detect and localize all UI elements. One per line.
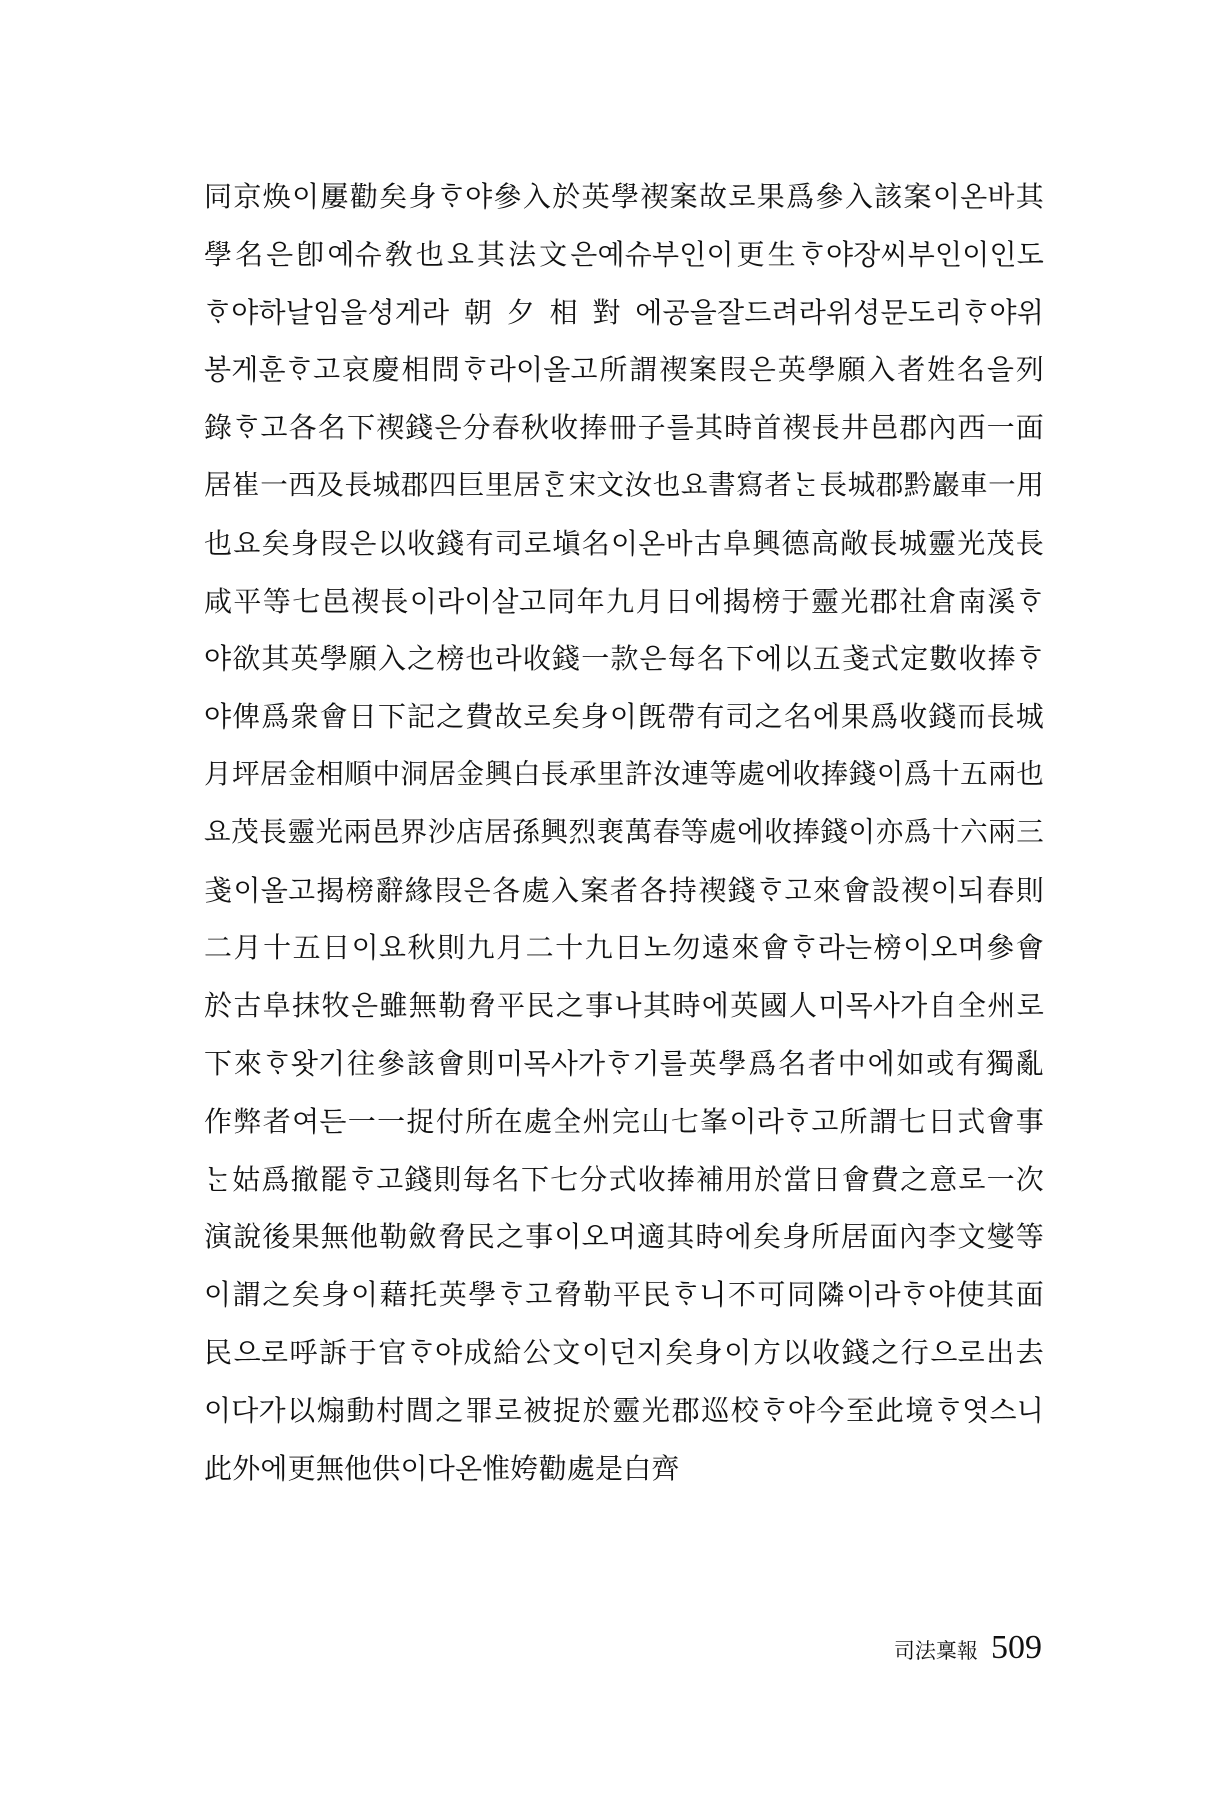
text-line: 同京焕이屢勸矣身ᄒᆞ야參入於英學禊案故로果爲參入該案이온바其 (204, 180, 1044, 213)
text-line: 作弊者여든一一捉付所在處全州完山七峯이라ᄒᆞ고所謂七日式會事 (204, 1104, 1044, 1138)
page-footer (894, 1628, 1042, 1673)
page-number: 509 (991, 1629, 1042, 1666)
text-line: 於古阜抹牧은雖無勒脅平民之事나其時에英國人미목사가自全州로 (204, 989, 1044, 1023)
text-line: 二月十五日이요秋則九月二十九日노勿遠來會ᄒᆞ라는榜이오며參會 (204, 931, 1044, 965)
text-line: 이다가以煽動村閭之罪로被捉於靈光郡巡校ᄒᆞ야今至此境ᄒᆞ엿스니 (204, 1393, 1044, 1427)
text-line: 야俾爲衆會日下記之費故로矣身이旣帶有司之名에果爲收錢而長城 (204, 700, 1044, 734)
text-line: 也요矣身叚은以收錢有司로塡名이온바古阜興德高敞長城靈光茂長 (204, 526, 1044, 560)
text-line: 이謂之矣身이藉托英學ᄒᆞ고脅勒平民ᄒᆞ니不可同隣이라ᄒᆞ야使其面 (204, 1278, 1044, 1312)
text-line: 下來ᄒᆞ왓기往參該會則미목사가ᄒᆞ기를英學爲名者中에如或有獨亂 (204, 1046, 1044, 1080)
text-line: 요茂長靈光兩邑界沙店居孫興烈裵萬春等處에收捧錢이亦爲十六兩三 (204, 815, 1044, 848)
text-line: 錄ᄒᆞ고各名下禊錢은分春秋收捧冊子를其時首禊長井邑郡內西一面 (204, 411, 1044, 445)
text-line: 居崔一西及長城郡四巨里居ᄒᆞᆫ宋文汝也요書寫者ᄂᆞᆫ長城郡黔巖車一用 (204, 468, 1044, 501)
journal-name: 司法稟報 (893, 1639, 978, 1663)
text-line: 야欲其英學願入之榜也라收錢一款은每名下에以五戔式定數收捧ᄒᆞ (204, 642, 1044, 676)
text-line: 봉게훈ᄒᆞ고哀慶相問ᄒᆞ라이올고所謂禊案叚은英學願入者姓名을列 (204, 353, 1044, 387)
text-line: 演說後果無他勒斂脅民之事이오며適其時에矣身所居面內李文燮等 (204, 1220, 1044, 1254)
text-line: 此外에更無他供이다온惟姱勸處是白齊 (204, 1451, 680, 1485)
text-line: ᄒᆞ야하날임을셩게라朝夕相對에공을잘드려라위셩문도리ᄒᆞ야위 (204, 295, 1044, 329)
text-line: 民으로呼訴于官ᄒᆞ야成給公文이던지矣身이方以收錢之行으로出去 (204, 1335, 1044, 1369)
body-text (204, 168, 1044, 1497)
text-line: 月坪居金相順中洞居金興白長承里許汝連等處에收捧錢이爲十五兩也 (204, 757, 1044, 790)
text-line: 咸平等七邑禊長이라이살고同年九月日에揭榜于靈光郡社倉南溪ᄒᆞ (204, 584, 1044, 618)
text-line: 戔이올고揭榜辭緣叚은各處入案者各持禊錢ᄒᆞ고來會設禊이되春則 (204, 873, 1044, 907)
text-line: ᄂᆞᆫ姑爲撤罷ᄒᆞ고錢則每名下七分式收捧補用於當日會費之意로一次 (204, 1162, 1044, 1196)
text-line: 學名은卽예슈敎也요其法文은예슈부인이更生ᄒᆞ야장씨부인이인도 (204, 237, 1044, 271)
